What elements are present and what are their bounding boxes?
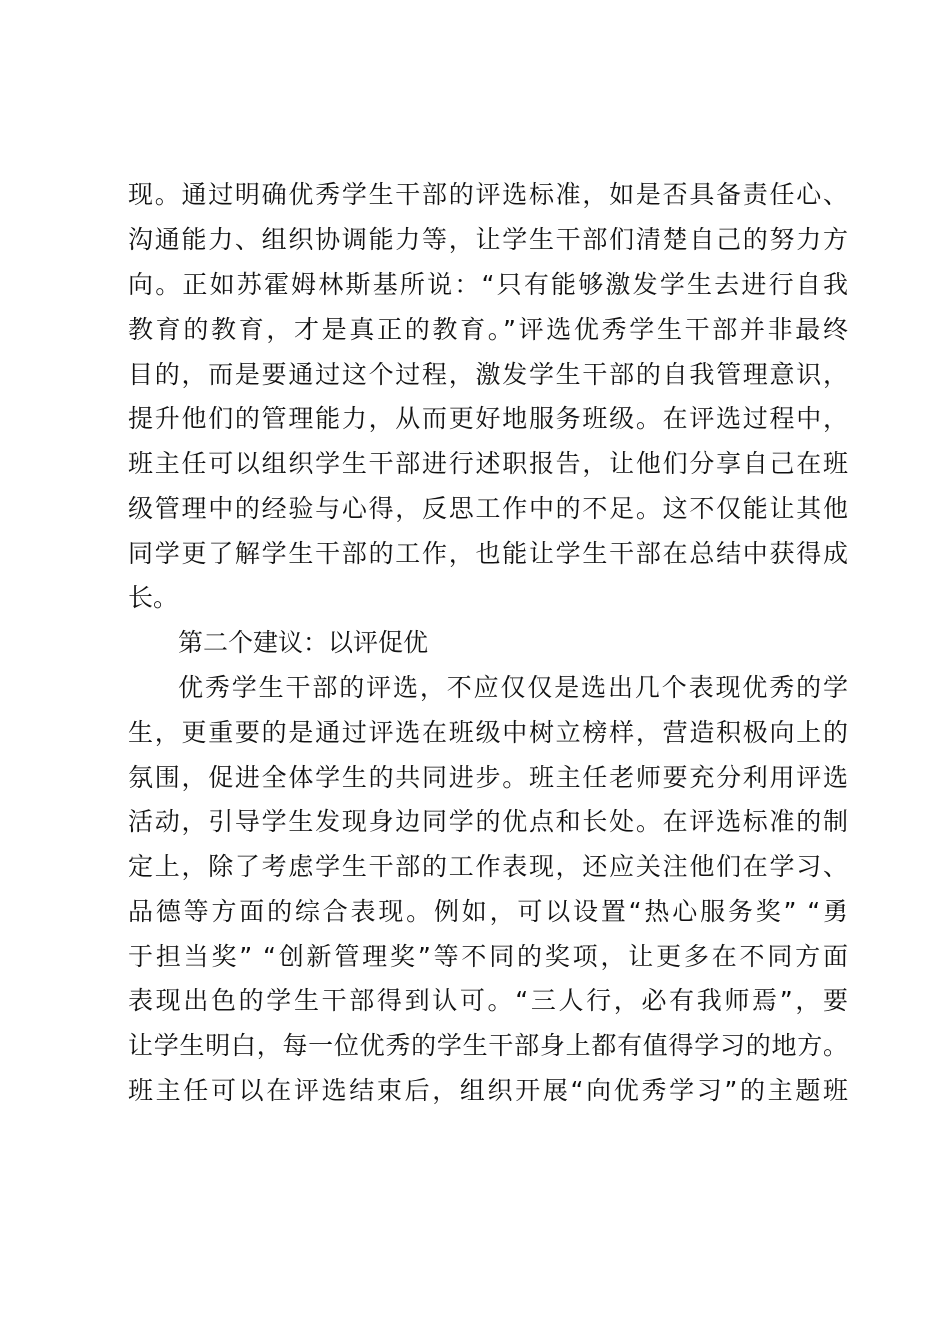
text-line: 向。正如苏霍姆林斯基所说：“只有能够激发学生去进行自我	[128, 270, 848, 299]
text-line: 表现出色的学生干部得到认可。“三人行，必有我师焉”，要	[128, 986, 848, 1015]
text-line: 级管理中的经验与心得，反思工作中的不足。这不仅能让其他	[128, 494, 848, 523]
text-line: 长。	[128, 583, 179, 612]
text-line: 班主任可以组织学生干部进行述职报告，让他们分享自己在班	[128, 449, 848, 478]
text-line: 定上，除了考虑学生干部的工作表现，还应关注他们在学习、	[128, 852, 848, 881]
text-line: 生，更重要的是通过评选在班级中树立榜样，营造积极向上的	[128, 718, 848, 747]
text-line: 现。通过明确优秀学生干部的评选标准，如是否具备责任心、	[128, 180, 848, 209]
text-line: 于担当奖” “创新管理奖”等不同的奖项，让更多在不同方面	[128, 942, 848, 971]
text-line: 氛围，促进全体学生的共同进步。班主任老师要充分利用评选	[128, 763, 848, 792]
text-line: 教育的教育，才是真正的教育。”评选优秀学生干部并非最终	[128, 315, 848, 344]
text-line: 班主任可以在评选结束后，组织开展“向优秀学习”的主题班	[128, 1076, 848, 1105]
text-line: 活动，引导学生发现身边同学的优点和长处。在评选标准的制	[128, 807, 848, 836]
section-heading: 第二个建议：以评促优	[178, 628, 429, 657]
text-line: 让学生明白，每一位优秀的学生干部身上都有值得学习的地方。	[128, 1031, 848, 1060]
text-line: 优秀学生干部的评选，不应仅仅是选出几个表现优秀的学	[178, 673, 848, 702]
text-line: 品德等方面的综合表现。例如，可以设置“热心服务奖” “勇	[128, 897, 848, 926]
text-line: 同学更了解学生干部的工作，也能让学生干部在总结中获得成	[128, 539, 848, 568]
text-line: 目的，而是要通过这个过程，激发学生干部的自我管理意识，	[128, 360, 848, 389]
text-line: 沟通能力、组织协调能力等，让学生干部们清楚自己的努力方	[128, 225, 848, 254]
text-line: 提升他们的管理能力，从而更好地服务班级。在评选过程中，	[128, 404, 848, 433]
